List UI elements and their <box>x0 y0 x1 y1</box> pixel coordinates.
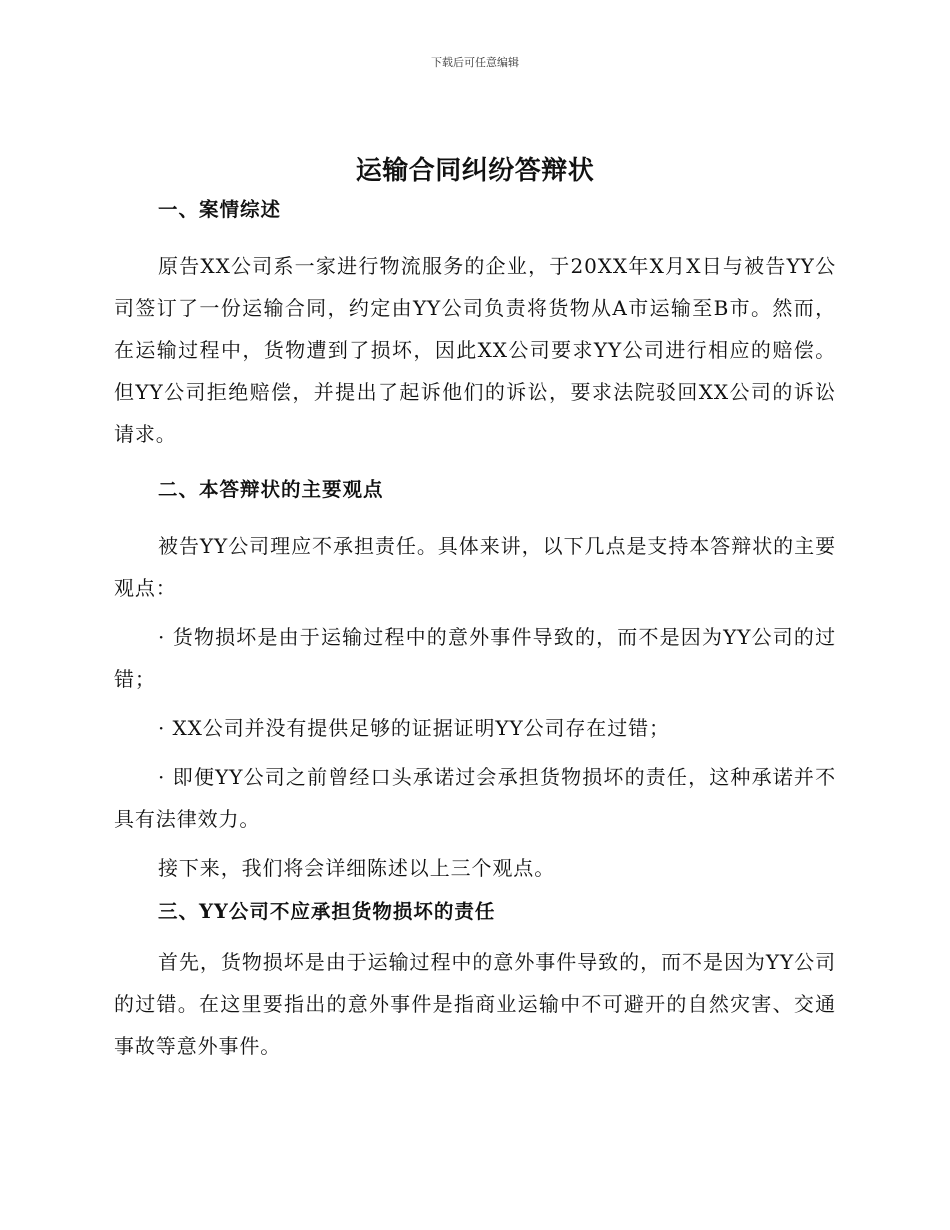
liability-paragraph: 首先，货物损坏是由于运输过程中的意外事件导致的，而不是因为YY公司的过错。在这里要指出的意外事件是指商业运输中不可避开的自然灾害、交通事故等意外事件。 <box>114 950 836 1058</box>
bullet-point-2: · XX公司并没有提供足够的证据证明YY公司存在过错； <box>158 716 670 740</box>
main-points-closing: 接下来，我们将会详细陈述以上三个观点。 <box>158 856 556 880</box>
page-header-note: 下载后可任意编辑 <box>431 56 519 69</box>
document-body <box>114 194 836 1067</box>
bullet-point-1: · 货物损坏是由于运输过程中的意外事件导致的，而不是因为YY公司的过错； <box>114 625 836 691</box>
main-points-intro: 被告YY公司理应不承担责任。具体来讲，以下几点是支持本答辩状的主要观点： <box>114 534 836 600</box>
bullet-point-3: · 即便YY公司之前曾经口头承诺过会承担货物损坏的责任，这种承诺并不具有法律效力。 <box>114 765 836 831</box>
case-summary-paragraph: 原告XX公司系一家进行物流服务的企业，于20XX年X月X日与被告YY公司签订了一份运输合同，约定由YY公司负责将货物从A市运输至B市。然而，在运输过程中，货物遭到了损坏，因此XX公司要求YY公司进行相应的赔偿。但YY公司拒绝赔偿，并提出了起诉他们的诉讼，要求法院驳回XX公司的诉讼请求。 <box>114 254 836 446</box>
section-heading-3: 三、YY公司不应承担货物损坏的责任 <box>158 900 496 923</box>
section-heading-1: 一、案情综述 <box>158 198 282 221</box>
section-heading-2: 二、本答辩状的主要观点 <box>158 478 384 501</box>
document-title: 运输合同纠纷答辩状 <box>355 156 595 186</box>
